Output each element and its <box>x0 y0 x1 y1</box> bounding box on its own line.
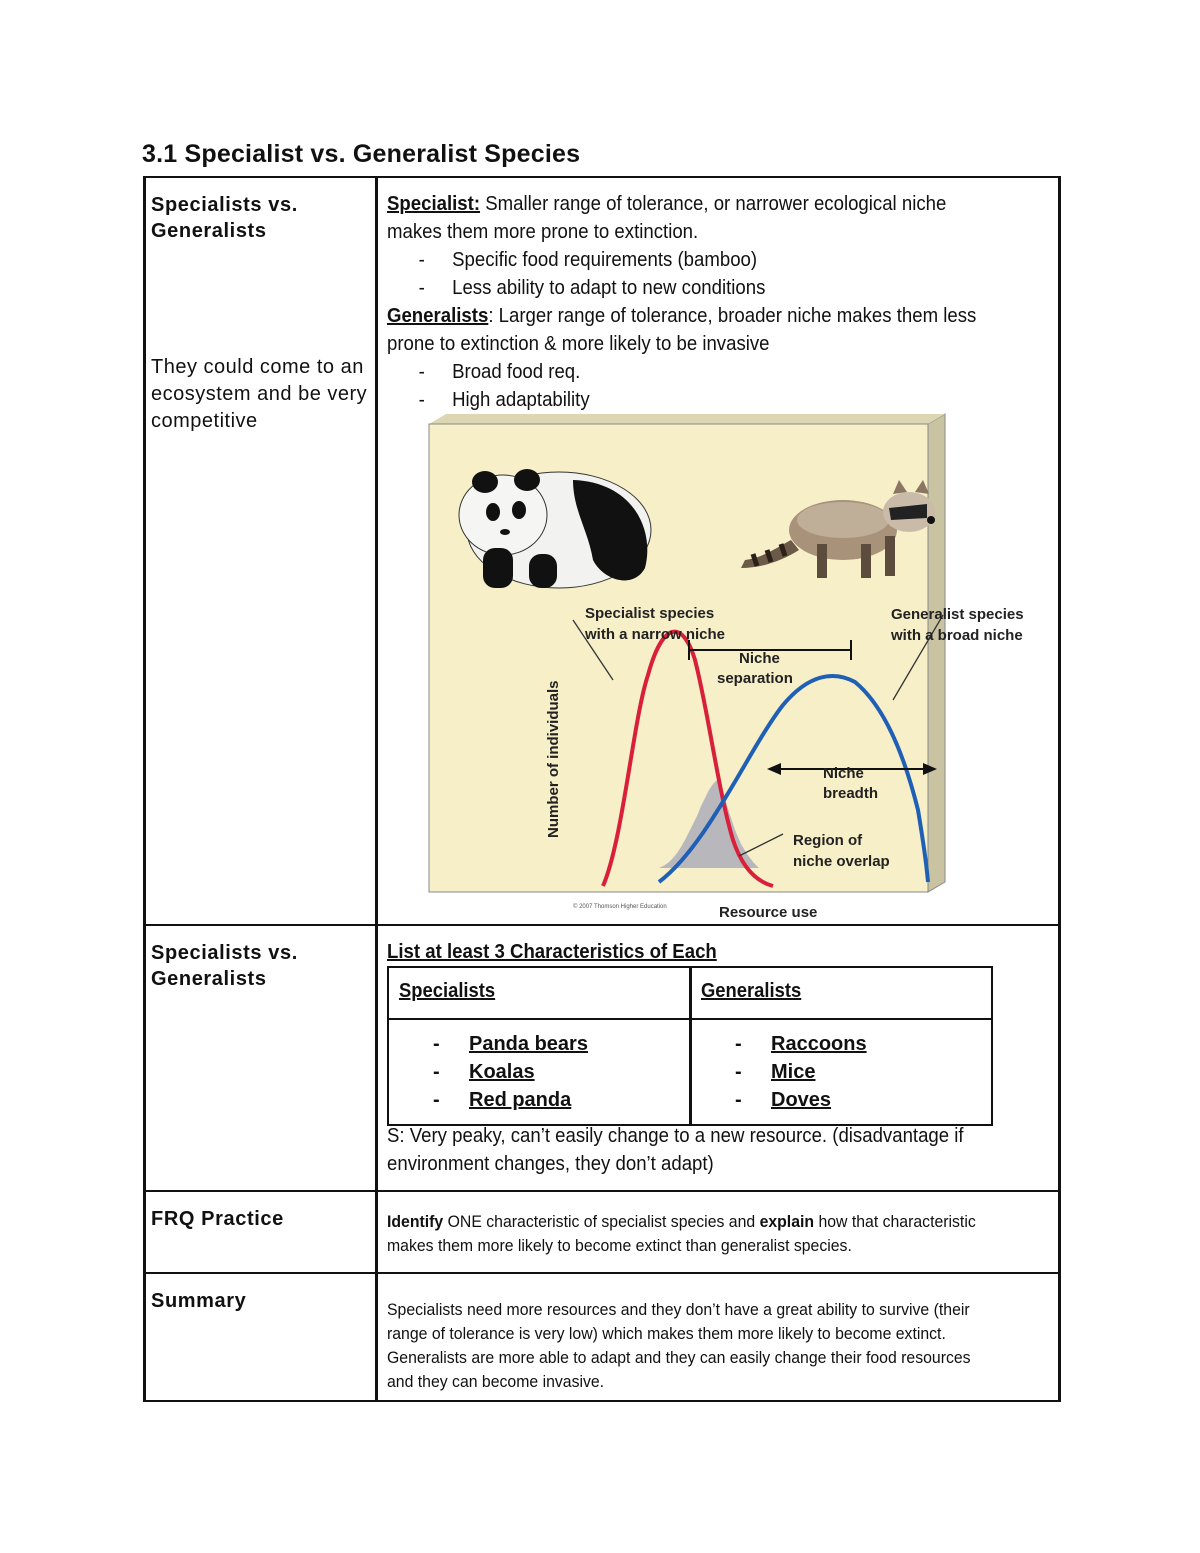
generalist-definition-line-2: prone to extinction & more likely to be invasive <box>387 333 770 355</box>
list-item: - Mice <box>735 1061 816 1083</box>
generalist-label: Generalist species <box>891 606 1024 623</box>
specialist-label: Specialist species <box>585 605 715 622</box>
specialist-definition-line-2: makes them more prone to extinction. <box>387 221 699 243</box>
overlap-label: Region of <box>793 832 863 849</box>
page-title: 3.1 Specialist vs. Generalist Species <box>142 140 581 168</box>
list-heading: List at least 3 Characteristics of Each <box>387 941 717 963</box>
specialist-definition-line-1: Smaller range of tolerance, or narrower ecological niche <box>480 193 947 215</box>
niche-breadth-label: Niche <box>823 765 864 782</box>
summary-line: Specialists need more resources and they don’t have a great ability to survive (their <box>387 1300 970 1319</box>
list-item: - Less ability to adapt to new conditions <box>418 277 766 299</box>
summary-line: Generalists are more able to adapt and they can easily change their food resources <box>387 1348 971 1367</box>
overlap-label: niche overlap <box>793 853 890 870</box>
specialist-note-line-1: S: Very peaky, can’t easily change to a new resource. (disadvantage if <box>387 1125 964 1147</box>
generalist-definition-line-1: : Larger range of tolerance, broader niche makes them less <box>488 305 977 327</box>
list-item: - Raccoons <box>735 1033 867 1055</box>
specialist-note-line-2: environment changes, they don’t adapt) <box>387 1153 714 1175</box>
table-row-summary <box>143 1272 1061 1402</box>
generalists-column-header: Generalists <box>701 980 802 1002</box>
row-heading: Specialists vs. Generalists <box>151 942 298 990</box>
list-item: - Broad food req. <box>418 361 581 383</box>
summary-line: and they can become invasive. <box>387 1372 605 1391</box>
list-item: - Panda bears <box>433 1033 588 1055</box>
list-item: - High adaptability <box>418 389 590 411</box>
niche-separation-label: separation <box>717 670 793 687</box>
table-row-frq: FRQ Practice Identify ONE characteristic of specialist species and explain how that characteristic makes them more likely to become extinct than generalist species. <box>143 1190 1061 1274</box>
row-heading: Summary <box>151 1290 247 1312</box>
table-row-niche <box>143 176 1061 926</box>
niche-separation-label: Niche <box>739 650 780 667</box>
specialist-term: Specialist: <box>387 193 481 215</box>
specialist-label: with a narrow niche <box>585 626 726 643</box>
specialists-column-header: Specialists <box>399 980 496 1002</box>
list-item: - Koalas <box>433 1061 535 1083</box>
x-axis-label: Resource use <box>719 904 818 921</box>
list-item: - Red panda <box>433 1089 572 1111</box>
explain-keyword: explain <box>759 1212 815 1231</box>
row-note: They could come to an ecosystem and be very competitive <box>151 356 368 432</box>
generalists-list <box>735 1030 867 1114</box>
notes-table <box>143 176 1061 1402</box>
characteristics-table <box>387 966 993 1126</box>
list-item: - Doves <box>735 1089 832 1111</box>
row-heading: FRQ Practice <box>151 1208 284 1230</box>
niche-diagram <box>423 420 1024 921</box>
specialists-list <box>433 1030 588 1114</box>
definitions <box>387 190 1047 414</box>
niche-breadth-label: breadth <box>823 785 879 802</box>
y-axis-label: Number of individuals <box>545 680 562 838</box>
identify-keyword: Identify <box>387 1212 444 1231</box>
generalist-label: with a broad niche <box>891 627 1023 644</box>
list-item: - Specific food requirements (bamboo) <box>418 249 758 271</box>
generalist-term: Generalists <box>387 305 489 327</box>
copyright-credit: © 2007 Thomson Higher Education <box>573 904 667 910</box>
row-heading: Specialists vs. Generalists <box>151 194 298 242</box>
frq-line-2: makes them more likely to become extinct than generalist species. <box>387 1236 852 1255</box>
summary-line: range of tolerance is very low) which makes them more likely to become extinct. <box>387 1324 946 1343</box>
